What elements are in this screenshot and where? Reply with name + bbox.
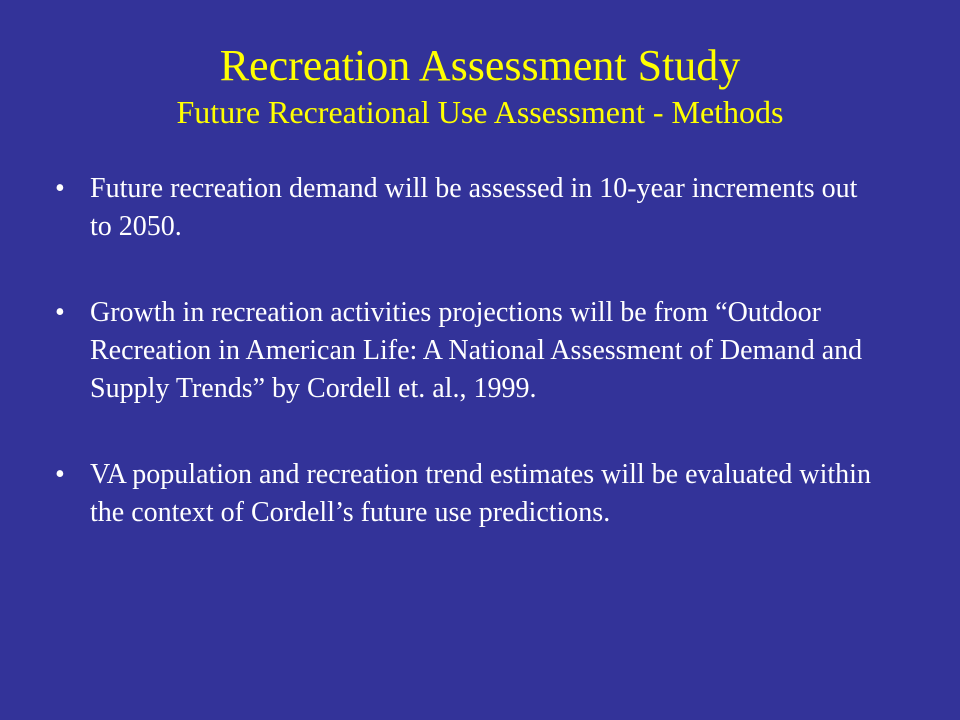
bullet-text: VA population and recreation trend estimates will be evaluated within the context of Cordell’s future use predictions. (90, 459, 871, 528)
bullet-dot-icon: • (55, 459, 65, 490)
title-block (0, 40, 960, 132)
slide-subtitle: Future Recreational Use Assessment - Methods (176, 94, 784, 130)
bullet-item (55, 294, 875, 408)
bullet-text: Future recreation demand will be assessed in 10-year increments out to 2050. (90, 173, 858, 242)
bullet-dot-icon: • (55, 297, 65, 328)
bullet-text: Growth in recreation activities projections will be from “Outdoor Recreation in American Life: A National Assessment of Demand and Supply Trends” by Cordell et. al., 1999. (90, 297, 863, 404)
bullet-dot-icon: • (55, 173, 65, 204)
bullet-item (55, 456, 875, 532)
bullet-list (55, 170, 875, 580)
bullet-item (55, 170, 875, 246)
slide-title: Recreation Assessment Study (219, 41, 741, 90)
